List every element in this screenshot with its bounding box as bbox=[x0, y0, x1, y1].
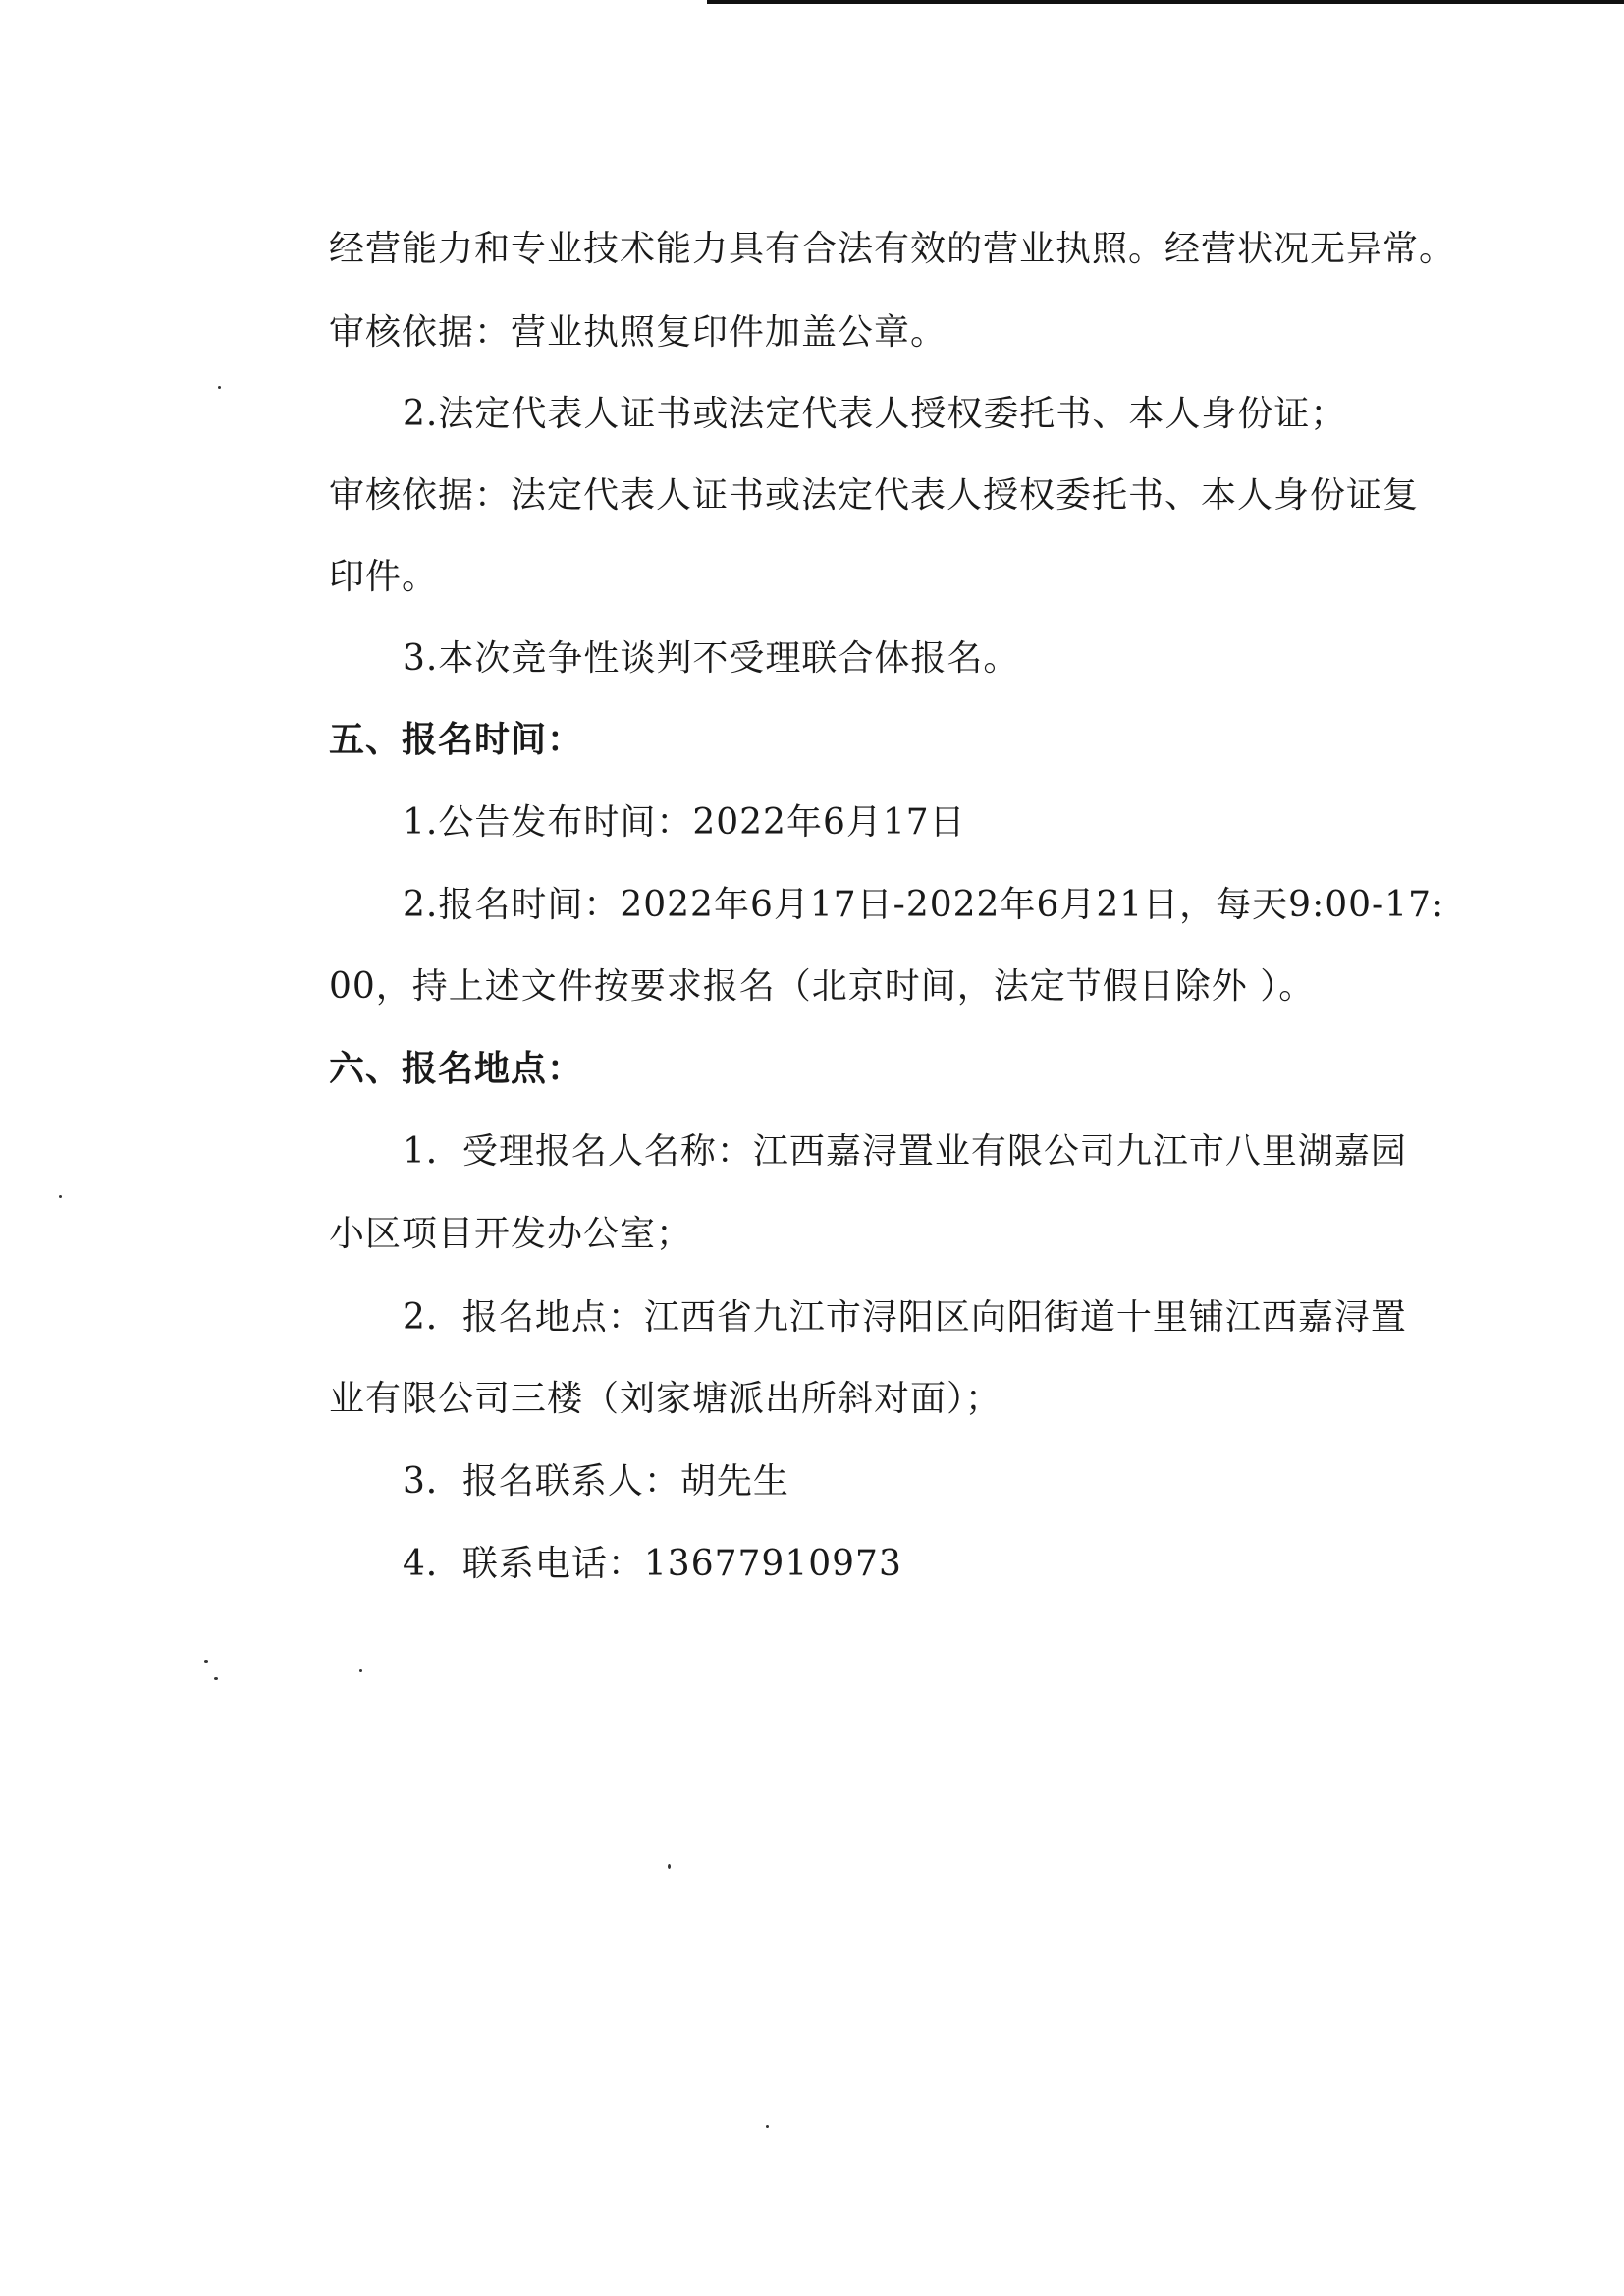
paragraph-line: 审核依据：法定代表人证书或法定代表人授权委托书、本人身份证复 bbox=[329, 475, 1420, 516]
scan-top-rule bbox=[707, 0, 1624, 4]
scan-speck bbox=[218, 386, 221, 389]
scan-speck bbox=[214, 1677, 218, 1680]
list-item: 1．受理报名人名称：江西嘉浔置业有限公司九江市八里湖嘉园 bbox=[403, 1131, 1407, 1172]
paragraph-line: 小区项目开发办公室； bbox=[329, 1214, 693, 1254]
paragraph-line: 业有限公司三楼（刘家塘派出所斜对面）； bbox=[329, 1379, 1002, 1419]
scan-speck bbox=[668, 1864, 671, 1869]
list-item: 3．报名联系人：胡先生 bbox=[403, 1461, 789, 1502]
paragraph-line: 经营能力和专业技术能力具有合法有效的营业执照。经营状况无异常。 bbox=[329, 229, 1456, 269]
paragraph-line: 00，持上述文件按要求报名（北京时间，法定节假日除外 ）。 bbox=[329, 966, 1316, 1007]
scan-speck bbox=[204, 1660, 208, 1663]
section-heading: 六、报名地点： bbox=[329, 1049, 584, 1089]
list-item: 2.法定代表人证书或法定代表人授权委托书、本人身份证； bbox=[403, 394, 1347, 434]
list-item: 2.报名时间：2022年6月17日-2022年6月21日，每天9:00-17: bbox=[403, 885, 1445, 925]
paragraph-line: 审核依据：营业执照复印件加盖公章。 bbox=[329, 312, 947, 353]
paragraph-line: 印件。 bbox=[329, 557, 439, 597]
scan-speck bbox=[359, 1669, 362, 1672]
list-item: 1.公告发布时间：2022年6月17日 bbox=[403, 802, 966, 843]
list-item: 4．联系电话：13677910973 bbox=[403, 1544, 902, 1584]
section-heading: 五、报名时间： bbox=[329, 720, 584, 760]
list-item: 2．报名地点：江西省九江市浔阳区向阳街道十里铺江西嘉浔置 bbox=[403, 1297, 1407, 1338]
list-item: 3.本次竞争性谈判不受理联合体报名。 bbox=[403, 638, 1020, 679]
scan-speck bbox=[766, 2125, 769, 2128]
scan-speck bbox=[59, 1195, 62, 1198]
